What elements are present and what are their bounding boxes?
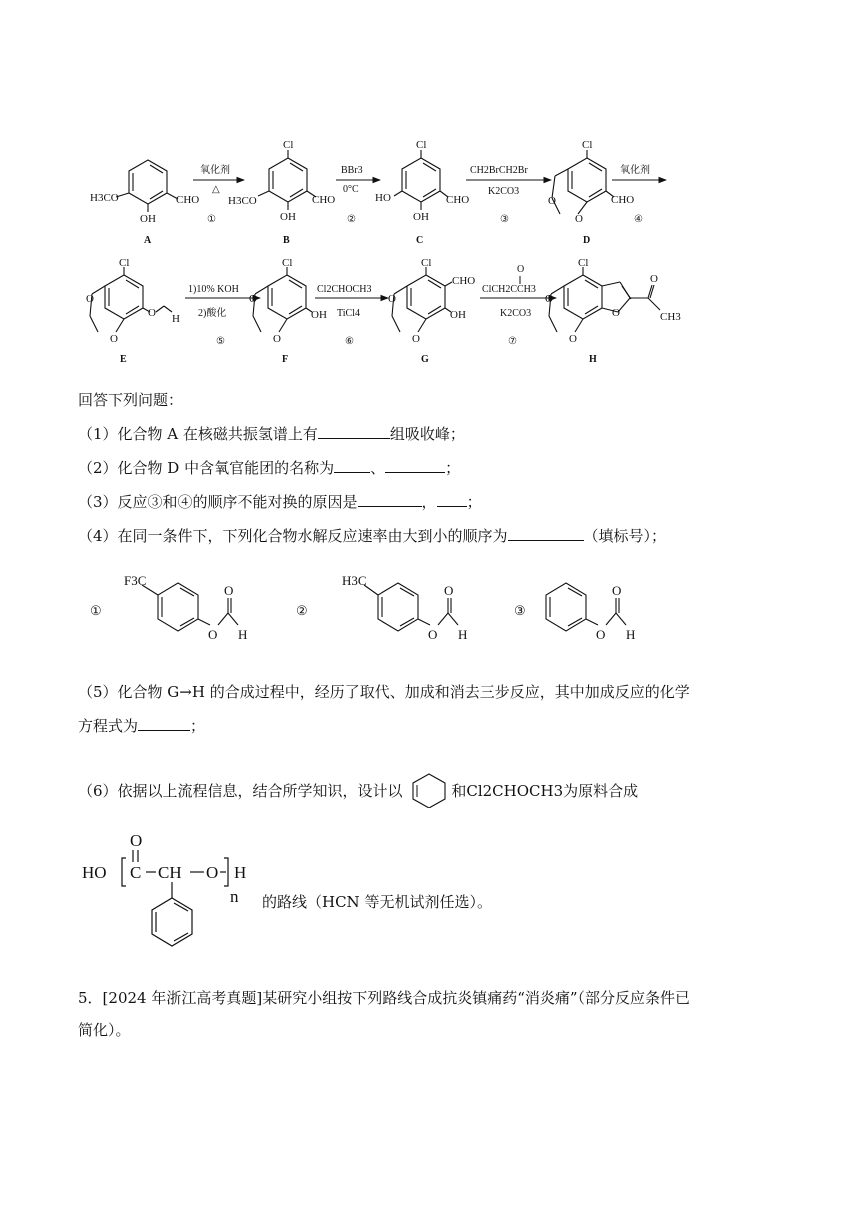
q4-option-1: ① bbox=[90, 603, 102, 618]
svg-text:HO: HO bbox=[375, 192, 391, 204]
step3-top: CH2BrCH2Br bbox=[470, 165, 528, 176]
compound-F-ring bbox=[268, 275, 306, 319]
svg-text:O: O bbox=[575, 213, 583, 225]
svg-text:O: O bbox=[596, 627, 606, 642]
answer-blank-5[interactable] bbox=[138, 716, 190, 731]
answer-blank-2b[interactable] bbox=[385, 458, 445, 473]
step7-ketone-o: O bbox=[517, 264, 525, 275]
question-6-line1: （6）依据以上流程信息，结合所学知识，设计以 和Cl2CHOCH3为原料合成 bbox=[78, 772, 638, 808]
label-F: F bbox=[282, 354, 289, 365]
q4-structures bbox=[80, 565, 780, 665]
svg-text:O: O bbox=[612, 583, 622, 598]
step4-num: ④ bbox=[634, 214, 643, 225]
question-4: （4）在同一条件下，下列化合物水解反应速率由大到小的顺序为 （填标号）； bbox=[78, 527, 667, 545]
svg-text:CHO: CHO bbox=[611, 194, 635, 206]
label-A: A bbox=[144, 235, 152, 246]
step1-top: 氧化剂 bbox=[200, 165, 230, 176]
svg-text:CHO: CHO bbox=[312, 194, 336, 206]
svg-text:OH: OH bbox=[450, 309, 466, 321]
label-G: G bbox=[421, 354, 429, 365]
svg-text:O: O bbox=[224, 583, 234, 598]
svg-text:OH: OH bbox=[311, 309, 327, 321]
step5-top: 1)10% KOH bbox=[188, 284, 239, 295]
compound-B-ring bbox=[269, 158, 307, 202]
svg-text:OH: OH bbox=[280, 211, 296, 223]
svg-text:O: O bbox=[388, 293, 396, 305]
svg-text:n: n bbox=[230, 887, 239, 906]
svg-text:Cl: Cl bbox=[416, 139, 427, 151]
compound-H-ring bbox=[564, 275, 602, 319]
svg-text:O: O bbox=[444, 583, 454, 598]
answer-blank-4[interactable] bbox=[508, 526, 584, 541]
label-D: D bbox=[583, 235, 591, 246]
question-3: （3）反应③和④的顺序不能对换的原因是 ， ； bbox=[78, 493, 482, 511]
step3-num: ③ bbox=[500, 214, 509, 225]
question-1: （1）化合物 A 在核磁共振氢谱上有 组吸收峰； bbox=[78, 425, 465, 443]
q4-option-2: ② bbox=[296, 603, 308, 618]
question-2: （2）化合物 D 中含氧官能团的名称为 、 ； bbox=[78, 459, 461, 477]
svg-text:Cl: Cl bbox=[282, 257, 293, 269]
step7-num: ⑦ bbox=[508, 336, 517, 347]
step4-top: 氧化剂 bbox=[620, 165, 650, 176]
svg-text:Cl: Cl bbox=[283, 139, 294, 151]
svg-text:Cl: Cl bbox=[582, 139, 593, 151]
label-H: H bbox=[589, 354, 597, 365]
svg-text:H: H bbox=[234, 863, 247, 882]
svg-text:H: H bbox=[238, 627, 248, 642]
q4-cf3: F3C bbox=[124, 573, 147, 588]
group-h3co: H3CO bbox=[90, 192, 119, 204]
label-C: C bbox=[416, 235, 424, 246]
step5-bottom: 2)酸化 bbox=[198, 308, 227, 319]
compound-A-ring bbox=[129, 160, 167, 204]
step7-top: ClCH2CCH3 bbox=[482, 284, 536, 295]
svg-text:C: C bbox=[130, 863, 142, 882]
step6-bottom: TiCl4 bbox=[337, 308, 360, 319]
step3-bottom: K2CO3 bbox=[488, 186, 520, 197]
svg-text:O: O bbox=[130, 831, 143, 850]
svg-text:O: O bbox=[428, 627, 438, 642]
step5-num: ⑤ bbox=[216, 336, 225, 347]
answer-blank-3a[interactable] bbox=[358, 492, 422, 507]
q4-h3c: H3C bbox=[342, 573, 367, 588]
compound-C-ring bbox=[402, 158, 440, 202]
q4-option-3: ③ bbox=[514, 603, 526, 618]
svg-text:O: O bbox=[545, 293, 553, 305]
reagent-text: Cl2CHOCH3 bbox=[466, 782, 564, 800]
svg-text:O: O bbox=[612, 307, 620, 319]
label-B: B bbox=[283, 235, 290, 246]
svg-text:H3CO: H3CO bbox=[228, 195, 257, 207]
question-7-line2: 简化）。 bbox=[78, 1021, 131, 1039]
benzene-icon bbox=[409, 772, 449, 808]
svg-text:O: O bbox=[206, 863, 219, 882]
question-5-line2: 方程式为 ； bbox=[78, 717, 206, 735]
svg-text:Cl: Cl bbox=[578, 257, 589, 269]
step2-bottom: 0°C bbox=[343, 184, 359, 195]
svg-text:CHO: CHO bbox=[446, 194, 470, 206]
question-5-line1: （5）化合物 G→H 的合成过程中，经历了取代、加成和消去三步反应，其中加成反应的化学 bbox=[78, 683, 690, 701]
svg-text:O: O bbox=[86, 293, 94, 305]
svg-text:Cl: Cl bbox=[421, 257, 432, 269]
intro-text: 回答下列问题： bbox=[78, 391, 184, 409]
svg-text:O: O bbox=[148, 307, 156, 319]
svg-text:CH: CH bbox=[158, 863, 182, 882]
group-oh: OH bbox=[140, 213, 156, 225]
step1-bottom: △ bbox=[212, 184, 220, 195]
compound-E-ring bbox=[105, 275, 143, 319]
question-6-line2: 的路线（HCN 等无机试剂任选）。 bbox=[262, 893, 492, 911]
step2-num: ② bbox=[347, 214, 356, 225]
svg-text:H: H bbox=[458, 627, 468, 642]
step6-num: ⑥ bbox=[345, 336, 354, 347]
svg-text:O: O bbox=[249, 293, 257, 305]
svg-text:O: O bbox=[273, 333, 281, 345]
svg-text:CH3: CH3 bbox=[660, 311, 681, 323]
label-E: E bbox=[120, 354, 127, 365]
reaction-scheme bbox=[0, 0, 860, 380]
compound-G-ring bbox=[407, 275, 445, 319]
svg-text:Cl: Cl bbox=[119, 257, 130, 269]
group-cho: CHO bbox=[176, 194, 200, 206]
svg-text:H: H bbox=[172, 313, 180, 325]
answer-blank-2a[interactable] bbox=[334, 458, 370, 473]
svg-text:OH: OH bbox=[413, 211, 429, 223]
svg-text:O: O bbox=[412, 333, 420, 345]
step7-bottom: K2CO3 bbox=[500, 308, 532, 319]
svg-text:O: O bbox=[110, 333, 118, 345]
answer-blank-3b[interactable] bbox=[437, 492, 467, 507]
compound-D-ring bbox=[568, 158, 606, 202]
svg-text:CHO: CHO bbox=[452, 275, 476, 287]
step1-num: ① bbox=[207, 214, 216, 225]
answer-blank-1[interactable] bbox=[318, 424, 390, 439]
svg-text:H: H bbox=[626, 627, 636, 642]
svg-text:O: O bbox=[650, 273, 658, 285]
step6-top: Cl2CHOCH3 bbox=[317, 284, 372, 295]
question-7-line1: 5．[2024 年浙江高考真题]某研究小组按下列路线合成抗炎镇痛药“消炎痛”（部分反应条件已 bbox=[78, 989, 691, 1007]
svg-text:O: O bbox=[569, 333, 577, 345]
step2-top: BBr3 bbox=[341, 165, 363, 176]
svg-text:O: O bbox=[548, 195, 556, 207]
svg-text:O: O bbox=[208, 627, 218, 642]
svg-text:HO: HO bbox=[82, 863, 107, 882]
